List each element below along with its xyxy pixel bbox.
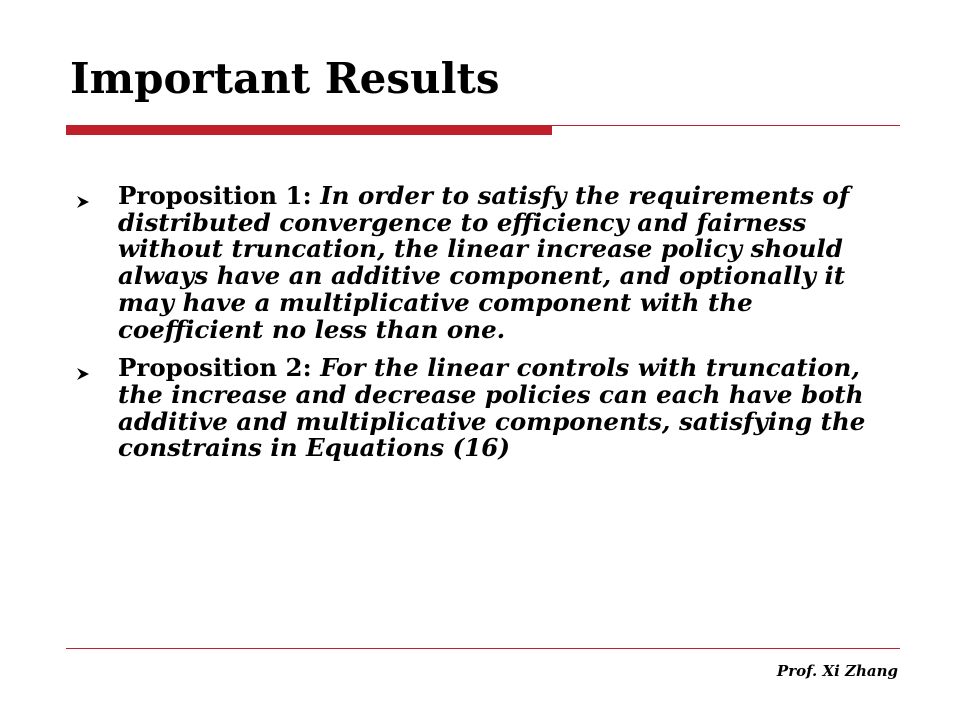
arrowhead-bullet-icon [76, 183, 118, 215]
proposition-statement: In order to satisfy the requirements of distributed convergence to efficiency and fairness without truncation, the linear increase policy should always have an additive component, and optionally it may have a multiplicative component with the coefficient no less than one. [118, 181, 850, 344]
footer-author: Prof. Xi Zhang [776, 662, 898, 680]
bullet-item-proposition-2 [76, 355, 891, 462]
slide-title: Important Results [70, 54, 500, 103]
title-underline-accent [66, 125, 552, 135]
proposition-label: Proposition 1: [118, 181, 321, 210]
proposition-statement: For the linear controls with truncation, the increase and decrease policies can each have both additive and multiplicative components, satisfying the constrains in Equations (16) [118, 353, 866, 463]
footer-divider [66, 648, 900, 649]
arrowhead-bullet-icon [76, 355, 118, 387]
proposition-label: Proposition 2: [118, 353, 321, 383]
bullet-text [118, 355, 891, 462]
bullet-item-proposition-1 [76, 183, 891, 343]
bullet-text [118, 183, 891, 343]
bullet-list [76, 183, 891, 474]
